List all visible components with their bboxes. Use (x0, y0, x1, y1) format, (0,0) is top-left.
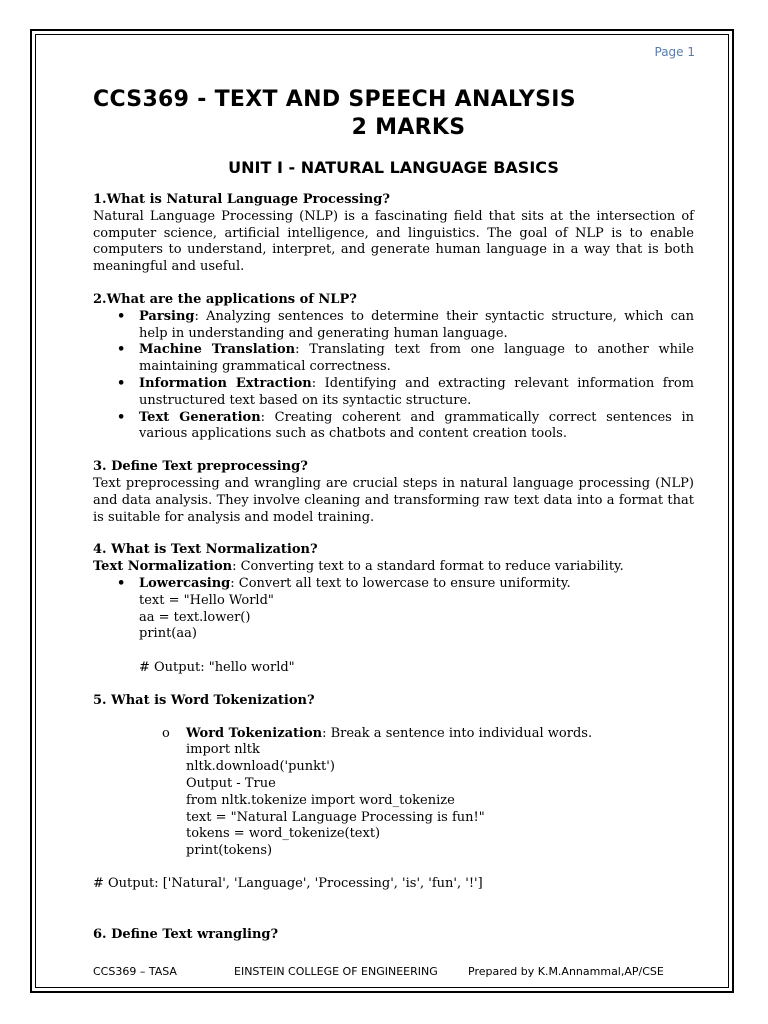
list-item-term: Lowercasing (139, 575, 231, 591)
code-line: from nltk.tokenize import word_tokenize (186, 792, 455, 808)
question-1: 1.What is Natural Language Processing? (93, 192, 390, 207)
answer-3: Text preprocessing and wrangling are crucial steps in natural language processing (NLP) and data analysis. They involve cleaning and transforming raw text data into a format that is suitable for analysis and model training. (93, 475, 694, 525)
definition-text: : Converting text to a standard format to reduce variability. (232, 559, 624, 575)
code-line: Output - True (186, 775, 276, 791)
code-line: aa = text.lower() (139, 609, 251, 625)
code-output: # Output: "hello world" (139, 659, 295, 675)
list-item-term: Machine Translation (139, 342, 296, 358)
list-item (139, 309, 694, 343)
unit-heading: UNIT I - NATURAL LANGUAGE BASICS (228, 158, 559, 177)
list-marker: o (162, 725, 170, 741)
footer-college: EINSTEIN COLLEGE OF ENGINEERING (234, 965, 438, 978)
document-subtitle: 2 MARKS (351, 115, 466, 140)
normalization-definition (93, 559, 694, 576)
document-body (93, 86, 694, 943)
list-item (139, 342, 694, 376)
list-item (139, 376, 694, 410)
list-item-text: : Creating coherent and grammatically correct sentences in various applications such as chatbots and content creation tools. (139, 409, 694, 442)
question-4: 4. What is Text Normalization? (93, 542, 318, 558)
footer-course: CCS369 – TASA (93, 965, 177, 978)
document-title: CCS369 - TEXT AND SPEECH ANALYSIS (93, 87, 576, 112)
code-output: # Output: ['Natural', 'Language', 'Processing', 'is', 'fun', '!'] (93, 875, 483, 891)
code-line: text = "Hello World" (139, 592, 274, 608)
code-line: tokens = word_tokenize(text) (186, 826, 381, 842)
list-item-term: Parsing (139, 308, 195, 324)
code-line: print(aa) (139, 626, 197, 642)
list-item-term: Text Generation (139, 409, 261, 425)
list-item-text: : Analyzing sentences to determine their syntactic structure, which can help in understanding and generating human language. (139, 308, 694, 341)
code-line: nltk.download('punkt') (186, 759, 335, 775)
code-line: text = "Natural Language Processing is fun!" (186, 809, 485, 825)
list-item (139, 576, 694, 593)
list-item-text: : Identifying and extracting relevant information from unstructured text based on its syntactic structure. (139, 375, 694, 408)
normalization-list (93, 576, 694, 593)
tokenization-item (93, 726, 694, 860)
code-block-lowercase (93, 593, 694, 677)
answer-1: Natural Language Processing (NLP) is a fascinating field that sits at the intersection of computer science, artificial intelligence, and linguistics. The goal of NLP is to enable computers to understand, interpret, and generate human language in a way that is both meaningful and useful. (93, 208, 694, 275)
footer-author: Prepared by K.M.Annammal,AP/CSE (468, 965, 664, 978)
list-item-text: : Translating text from one language to another while maintaining grammatical correctness. (139, 342, 694, 375)
list-item-term: Word Tokenization (186, 725, 323, 741)
question-5: 5. What is Word Tokenization? (93, 692, 315, 708)
question-2: 2.What are the applications of NLP? (93, 291, 357, 307)
list-item (139, 410, 694, 444)
applications-list (93, 309, 694, 443)
question-3: 3. Define Text preprocessing? (93, 459, 308, 475)
list-item-term: Information Extraction (139, 375, 312, 391)
page-number: Page 1 (654, 45, 695, 59)
definition-term: Text Normalization (93, 559, 233, 575)
code-line: print(tokens) (186, 843, 273, 859)
code-line: import nltk (186, 742, 260, 758)
list-item-text: : Break a sentence into individual words. (322, 725, 593, 741)
list-item-text: : Convert all text to lowercase to ensure uniformity. (230, 575, 571, 591)
question-6: 6. Define Text wrangling? (93, 926, 279, 942)
